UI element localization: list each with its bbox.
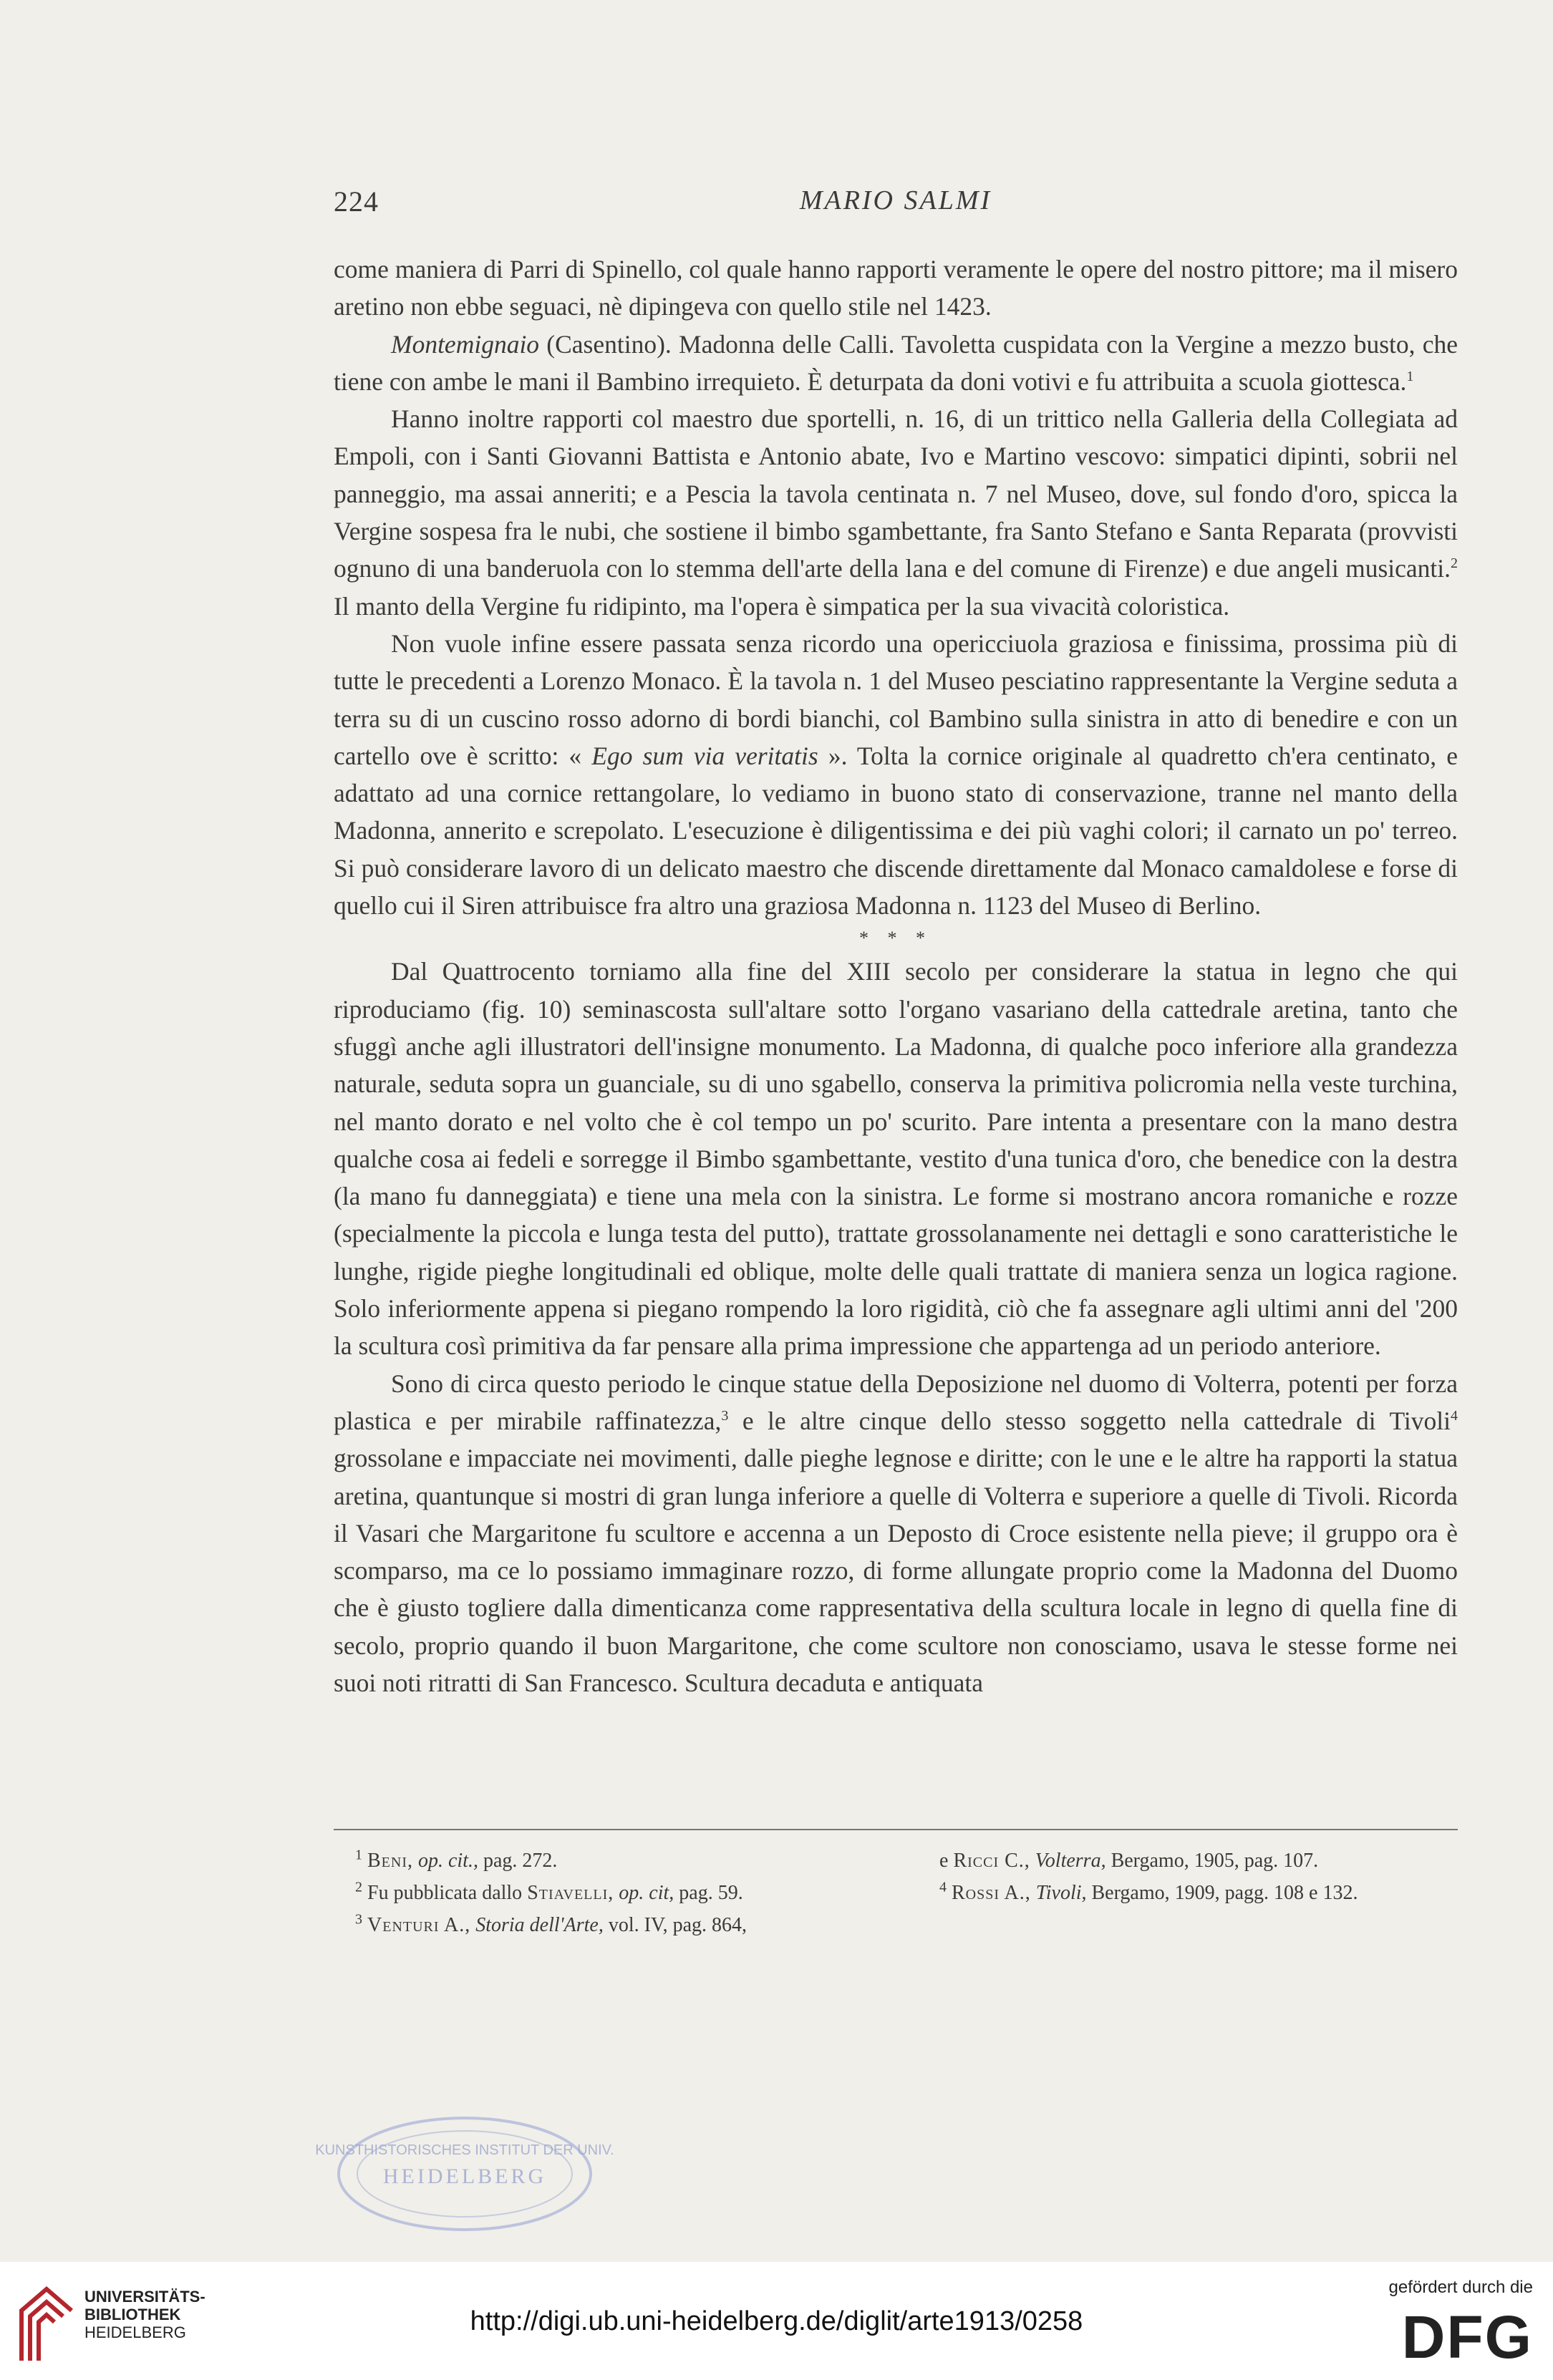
university-library-name: UNIVERSITÄTS- BIBLIOTHEK HEIDELBERG: [84, 2288, 205, 2341]
page-number: 224: [334, 185, 379, 218]
footnote-1: $^1$ Beni, op. cit., pag. 272.: [355, 1847, 558, 1872]
body-text: [334, 251, 1458, 1701]
stamp-line-2: HEIDELBERG: [382, 2165, 547, 2188]
paragraph-2: Montemignaio (Casentino). Madonna delle Calli. Tavoletta cuspidata con la Vergine a mezzo busto, che tiene con ambe le mani il Bambino irrequieto. È deturpata da doni votivi e fu attribuita a scuola giottesca.$^1$: [334, 329, 1458, 396]
footnote-3-continued: e Ricci C., Volterra, Bergamo, 1905, pag. 107.: [939, 1850, 1319, 1872]
stamp-line-1: KUNSTHISTORISCHES INSTITUT DER UNIV.: [315, 2142, 614, 2158]
section-separator: * * *: [859, 928, 932, 949]
paragraph-1: come maniera di Parri di Spinello, col quale hanno rapporti veramente le opere del nostro pittore; ma il misero aretino non ebbe seguaci, nè dipingeva con quello stile nel 1423.: [334, 255, 1458, 321]
paragraph-5: Dal Quattrocento torniamo alla fine del XIII secolo per considerare la statua in legno che qui riproduciamo (fig. 10) seminascosta sull'altare sotto l'organo vasariano della cattedrale aretina, tanto che sfuggì anche agli illustratori dell'insigne monumento. La Madonna, di qualche poco inferiore alla grandezza naturale, seduta sopra un guanciale, su di uno sgabello, conserva la primitiva policromia nella veste turchina, nel manto dorato e nel volto che è col tempo un po' scurito. Pare intenta a presentare con la mano destra qualche cosa ai fedeli e sorregge il Bimbo sgambettante, vestito d'una tunica d'oro, che benedice con la destra (la mano fu danneggiata) e tiene una mela con la sinistra. Le forme si mostrano ancora romaniche e rozze (specialmente la piccola e lunga testa del putto), trattate grossolanamente nei dettagli e sono caratteristiche le lunghe, rigide pieghe longitudinali ed oblique, molte delle quali trattate di maniera senza un logica ragione. Solo inferiormente appena si piegano rompendo la loro rigidità, ciò che fa assegnare agli ultimi anni del '200 la scultura così primitiva da far pensare alla prima impressione che appartenga ad un periodo anteriore.: [334, 957, 1458, 1361]
footnote-ref-4: 4: [1451, 1408, 1458, 1424]
running-title: MARIO SALMI: [799, 185, 992, 215]
footnote-3: $^3$ Venturi A., Storia dell'Arte, vol. IV, pag. 864,: [355, 1911, 748, 1936]
paragraph-6: Sono di circa questo periodo le cinque statue della Deposizione nel duomo di Volterra, potenti per forza plastica e per mirabile raffinatezza,$^3$ e le altre cinque dello stesso soggetto nella cattedrale di Tivoli$^4$ grossolane e impacciate nei movimenti, dalle pieghe legnose e diritte; con le une e le altre ha rapporti la statua aretina, quantunque si mostri di gran lunga inferiore a quelle di Volterra e superiore a quelle di Tivoli. Ricorda il Vasari che Margaritone fu scultore e accenna a un Deposto di Croce esistente nella pieve; il gruppo ora è scomparso, ma ce lo possiamo immaginare rozzo, di forme allungate proprio come la Madonna del Duomo che è giusto togliere dalla dimenticanza come rappresentativa della scultura locale in legno di quella fine di secolo, proprio quando il buon Margaritone, che come scultore non conosciamo, usava le stesse forme nei suoi noti ritratti di San Francesco. Scultura decaduta e antiquata: [334, 1369, 1458, 1697]
paragraph-4: Non vuole infine essere passata senza ricordo una opericciuola graziosa e finissima, prossima più di tutte le precedenti a Lorenzo Monaco. È la tavola n. 1 del Museo pesciatino rappresentante la Vergine seduta a terra su di un cuscino rosso adorno di bordi bianchi, col Bambino sulla sinistra in atto di benedire e con un cartello ove è scritto: « Ego sum via veritatis ». Tolta la cornice originale al quadretto ch'era centinato, e adattato ad una cornice rettangolare, lo vediamo in buono stato di conservazione, tranne nel manto della Madonna, annerito e screpolato. L'esecuzione è diligentissima e dei più vaghi colori; il carnato un po' terreo. Si può considerare lavoro di un delicato maestro che discende direttamente dal Monaco camaldolese e forse di quello cui il Siren attribuisce fra altro una graziosa Madonna n. 1123 del Museo di Berlino.: [334, 628, 1458, 921]
footnote-ref-2: 2: [1451, 555, 1458, 572]
library-stamp: [315, 2113, 614, 2235]
place-name: Montemignaio: [391, 329, 540, 359]
footnote-ref-1: 1: [1406, 369, 1414, 385]
footnote-divider: [334, 1829, 1458, 1830]
footnote-4: $^4$ Rossi A., Tivoli, Bergamo, 1909, pagg. 108 e 132.: [939, 1879, 1358, 1904]
footnotes-left-column: [355, 1845, 899, 1941]
footnotes-right-column: [939, 1845, 1462, 1909]
footnote-2: $^2$ Fu pubblicata dallo Stiavelli, op. cit, pag. 59.: [355, 1879, 743, 1904]
footnote-ref-3: 3: [721, 1408, 729, 1424]
funding-caption: gefördert durch die: [1388, 2278, 1533, 2297]
digitization-footer: [0, 2262, 1553, 2380]
page-header: [334, 185, 1458, 220]
paragraph-3: Hanno inoltre rapporti col maestro due sportelli, n. 16, di un trittico nella Galleria della Collegiata ad Empoli, con i Santi Giovanni Battista e Antonio abate, Ivo e Martino vescovo: simpatici dipinti, sobrii nel panneggio, ma assai anneriti; e a Pescia la tavola centinata n. 7 nel Museo, dove, sul fondo d'oro, spicca la Vergine sospesa fra le nubi, che sostiene il bimbo sgambettante, fra Santo Stefano e Santa Reparata (provvisti ognuno di una banderuola con lo stemma dell'arte della lana e del comune di Firenze) e due angeli musicanti.$^2$ Il manto della Vergine fu ridipinto, ma l'opera è simpatica per la sua vivacità coloristica.: [334, 404, 1458, 621]
dfg-logo: DFG: [1401, 2303, 1533, 2371]
permalink-url[interactable]: http://digi.ub.uni-heidelberg.de/diglit/arte1913/0258: [470, 2306, 1083, 2336]
latin-quote: Ego sum via veritatis: [591, 741, 818, 770]
